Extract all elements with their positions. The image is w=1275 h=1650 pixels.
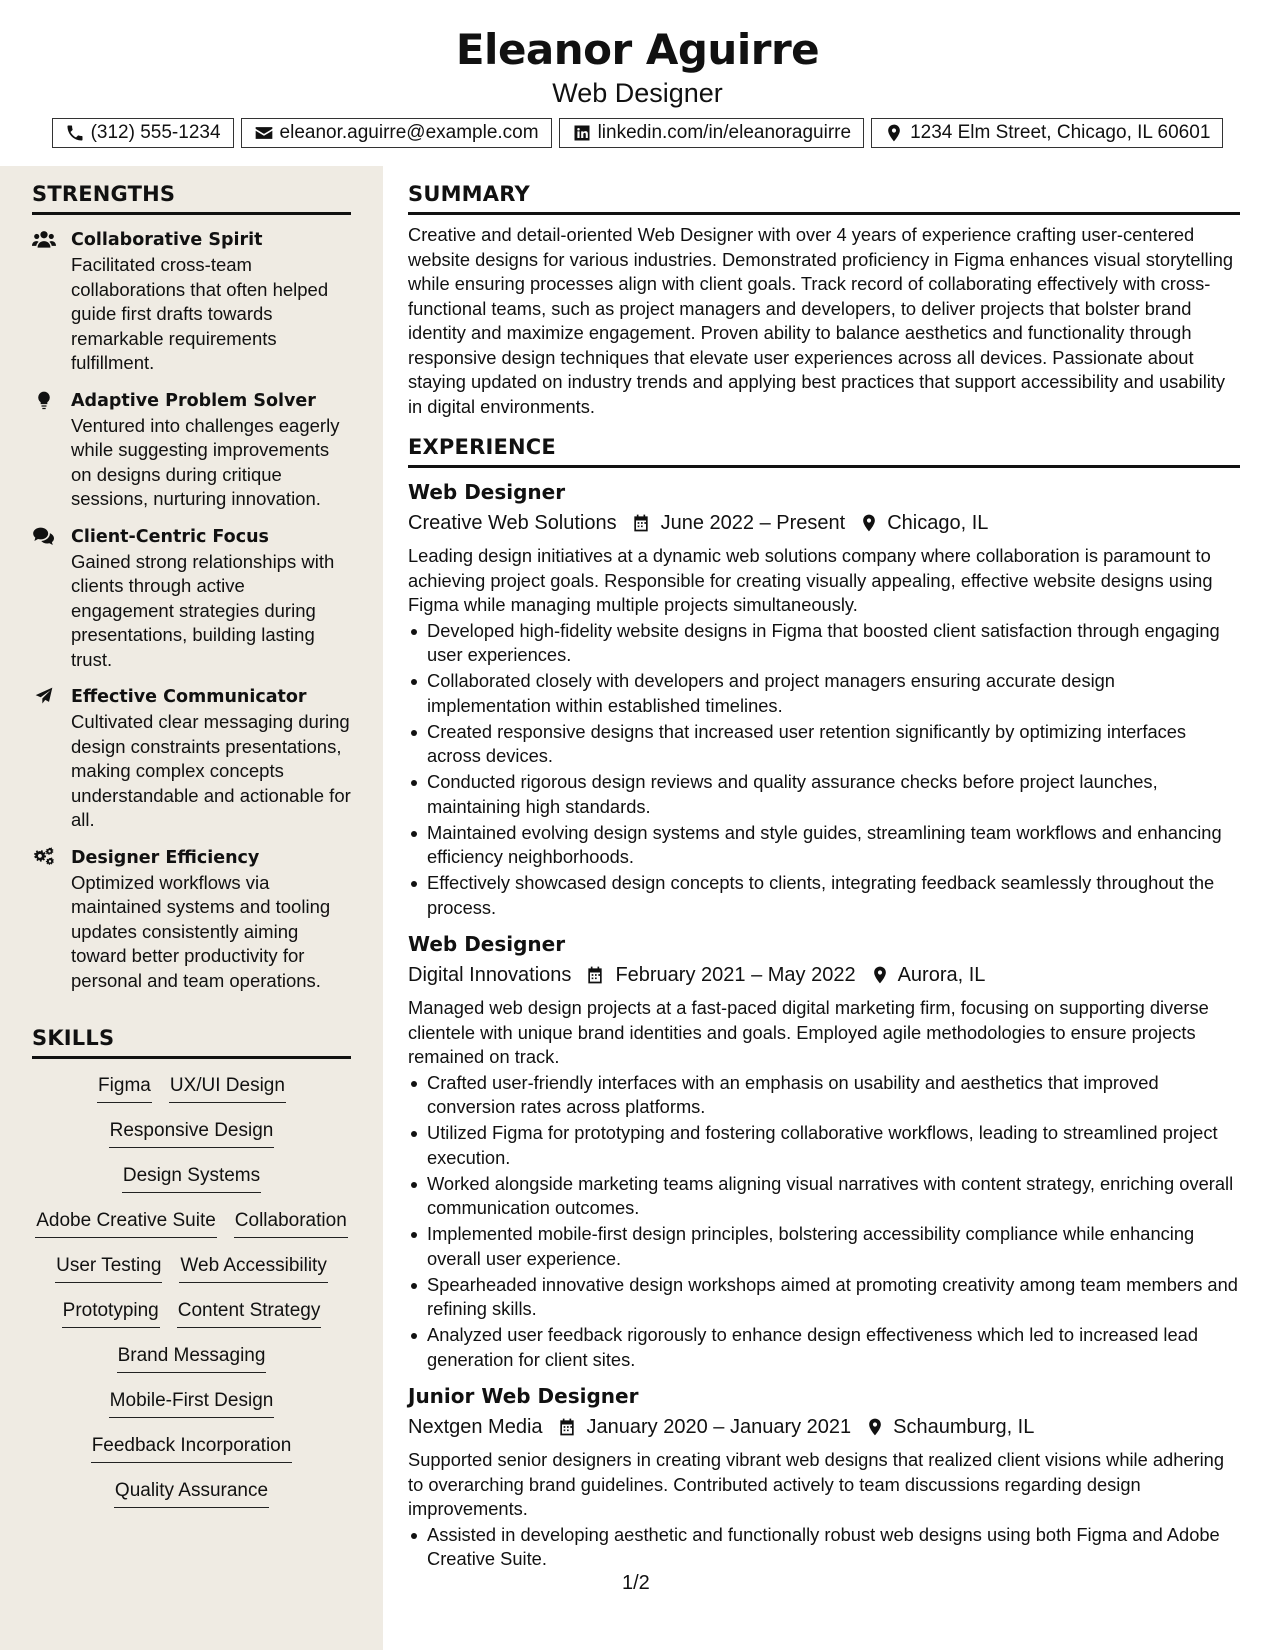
paper-plane-icon <box>32 686 56 706</box>
summary-text: Creative and detail-oriented Web Designer with over 4 years of experience crafting user-centered website designs for various industries. Demonstrated proficiency in Figma enhances visual storytelling while ensuring processes align with client goals. Track record of collaborating effectively with cross-functional teams, such as project managers and developers, to deliver projects that bolster brand identity and maximize engagement. Proven ability to balance aesthetics and functionality through responsive design techniques that elevate user experiences across all devices. Passionate about staying updated on industry trends and applying best practices that support accessibility and usability in digital environments. <box>408 224 1234 417</box>
strength-item <box>32 684 351 833</box>
map-marker-icon <box>865 1417 885 1437</box>
bullet-item: Utilized Figma for prototyping and fostering collaborative workflows, leading to streamlined project execution. <box>408 1121 1240 1170</box>
bullet-item: Created responsive designs that increased user retention significantly by optimizing interfaces across devices. <box>408 720 1240 769</box>
job-location: Chicago, IL <box>887 512 989 534</box>
job-dates: June 2022 – Present <box>660 512 846 534</box>
contact-phone-text: (312) 555-1234 <box>90 122 221 143</box>
skill-tag: Content Strategy <box>177 1298 322 1328</box>
job-dates: January 2020 – January 2021 <box>586 1416 852 1438</box>
sidebar <box>0 166 383 1650</box>
strength-desc: Ventured into challenges eagerly while suggesting improvements on designs during critique sessions, nurturing innovation. <box>71 414 340 509</box>
job-meta <box>408 1412 1240 1442</box>
skill-tag: Web Accessibility <box>179 1253 327 1283</box>
bullet-item: Developed high-fidelity website designs in Figma that boosted client satisfaction through engaging user experiences. <box>408 619 1240 668</box>
strength-title: Collaborative Spirit <box>71 230 263 250</box>
job-description: Leading design initiatives at a dynamic web solutions company where collaboration is paramount to achieving project goals. Responsible for creating visually appealing, effective website designs using Figma while managing multiple projects simultaneously. <box>408 545 1213 615</box>
job-location: Schaumburg, IL <box>893 1416 1035 1438</box>
bullet-item: Implemented mobile-first design principles, bolstering accessibility compliance while enhancing overall user experience. <box>408 1222 1240 1271</box>
skill-tag: Adobe Creative Suite <box>35 1208 217 1238</box>
contact-bar <box>0 118 1275 148</box>
skill-tag: Mobile-First Design <box>109 1388 275 1418</box>
skill-tag: Brand Messaging <box>117 1343 267 1373</box>
bullet-item: Maintained evolving design systems and style guides, streamlining team workflows and enhancing efficiency neighborhoods. <box>408 821 1240 870</box>
contact-linkedin[interactable] <box>559 118 864 148</box>
bullet-item: Conducted rigorous design reviews and quality assurance checks before project launches, maintaining high standards. <box>408 770 1240 819</box>
skill-row <box>32 1478 351 1523</box>
phone-icon <box>65 123 85 143</box>
bullet-item: Crafted user-friendly interfaces with an emphasis on usability and aesthetics that improved conversion rates across platforms. <box>408 1071 1240 1120</box>
bullet-item: Analyzed user feedback rigorously to enhance design effectiveness which led to increased lead generation for client sites. <box>408 1323 1240 1372</box>
calendar-icon <box>557 1417 577 1437</box>
skills-title: SKILLS <box>32 1026 351 1059</box>
skill-row <box>32 1253 351 1298</box>
strength-item <box>32 227 351 376</box>
users-icon <box>32 229 56 249</box>
skill-tag: UX/UI Design <box>169 1073 286 1103</box>
strength-desc: Optimized workflows via maintained systems and tooling updates consistently aiming toward better productivity for personal and team operations. <box>71 871 331 991</box>
job-title: Web Designer <box>408 480 566 504</box>
bullet-item: Assisted in developing aesthetic and functionally robust web designs using both Figma and Adobe Creative Suite. <box>408 1523 1240 1572</box>
job-dates: February 2021 – May 2022 <box>615 964 856 986</box>
job-description: Managed web design projects at a fast-paced digital marketing firm, focusing on supporting diverse clientele with unique brand identities and goals. Employed agile methodologies to ensure projects remained on track. <box>408 997 1209 1067</box>
strength-desc: Cultivated clear messaging during design constraints presentations, making complex concepts understandable and actionable for all. <box>71 711 351 830</box>
candidate-name: Eleanor Aguirre <box>455 25 820 74</box>
skill-row <box>32 1343 351 1388</box>
skill-tag: Feedback Incorporation <box>91 1433 293 1463</box>
contact-linkedin-text: linkedin.com/in/eleanoraguirre <box>597 122 852 143</box>
calendar-icon <box>631 513 651 533</box>
bullet-item: Effectively showcased design concepts to clients, integrating feedback seamlessly throughout the process. <box>408 871 1240 920</box>
bullet-item: Worked alongside marketing teams aligning visual narratives with content strategy, enriching overall communication outcomes. <box>408 1172 1240 1221</box>
contact-email-text: eleanor.aguirre@example.com <box>279 122 539 143</box>
job-title: Web Designer <box>408 932 566 956</box>
strengths-title: STRENGTHS <box>32 182 351 215</box>
skill-row <box>32 1163 351 1208</box>
experience-title: EXPERIENCE <box>408 435 1240 468</box>
map-marker-icon <box>859 513 879 533</box>
skill-row <box>32 1118 351 1163</box>
job-company: Nextgen Media <box>408 1416 543 1438</box>
strength-item <box>32 845 351 994</box>
strength-desc: Gained strong relationships with clients through active engagement strategies during presentations, building lasting trust. <box>71 550 335 670</box>
skill-tag: Prototyping <box>62 1298 160 1328</box>
strength-title: Client-Centric Focus <box>71 526 269 547</box>
lightbulb-icon <box>32 390 56 410</box>
skill-tag: Figma <box>97 1073 152 1103</box>
contact-address <box>871 118 1223 148</box>
resume-header <box>0 0 1275 166</box>
job-description: Supported senior designers in creating vibrant web designs that realized client visions while adhering to overarching brand guidelines. Contributed actively to team discussions regarding design improvements. <box>408 1449 1225 1519</box>
contact-email[interactable] <box>241 118 552 148</box>
job-entry <box>408 478 1240 920</box>
job-bullets <box>408 1523 1240 1572</box>
bullet-item: Collaborated closely with developers and project managers ensuring accurate design implementation within established timelines. <box>408 669 1240 718</box>
job-company: Digital Innovations <box>408 964 572 986</box>
job-title: Junior Web Designer <box>408 1384 639 1408</box>
skills-list <box>32 1073 351 1523</box>
linkedin-icon <box>572 123 592 143</box>
map-marker-icon <box>884 123 904 143</box>
strength-title: Designer Efficiency <box>71 847 260 868</box>
skill-row <box>32 1433 351 1478</box>
skill-row <box>32 1388 351 1433</box>
main-content <box>408 166 1240 1573</box>
strength-title: Effective Communicator <box>71 687 307 707</box>
bullet-item: Spearheaded innovative design workshops aimed at promoting creativity among team members and refining skills. <box>408 1273 1240 1322</box>
summary-section <box>408 182 1240 419</box>
comments-icon <box>32 526 56 546</box>
envelope-icon <box>254 123 274 143</box>
job-location: Aurora, IL <box>897 964 986 986</box>
job-meta <box>408 960 1240 990</box>
skill-row <box>32 1073 351 1118</box>
job-entry <box>408 930 1240 1372</box>
job-meta <box>408 508 1240 538</box>
skill-tag: Design Systems <box>122 1163 261 1193</box>
summary-title: SUMMARY <box>408 182 1240 215</box>
skill-tag: Quality Assurance <box>114 1478 269 1508</box>
skill-tag: Collaboration <box>234 1208 348 1238</box>
job-company: Creative Web Solutions <box>408 512 617 534</box>
strength-item <box>32 388 351 512</box>
job-entry <box>408 1382 1240 1572</box>
experience-section <box>408 435 1240 1572</box>
calendar-icon <box>585 965 605 985</box>
map-marker-icon <box>870 965 890 985</box>
cogs-icon <box>32 847 56 867</box>
candidate-title: Web Designer <box>552 78 723 108</box>
page-number: 1/2 <box>622 1572 650 1594</box>
skill-tag: Responsive Design <box>109 1118 275 1148</box>
strength-desc: Facilitated cross-team collaborations that often helped guide first drafts towards remarkable requirements fulfillment. <box>71 254 329 373</box>
strengths-section <box>32 182 351 993</box>
strength-title: Adaptive Problem Solver <box>71 390 316 411</box>
skills-section <box>32 1026 351 1523</box>
job-bullets <box>408 1071 1240 1373</box>
job-bullets <box>408 619 1240 921</box>
contact-phone[interactable] <box>52 118 234 148</box>
skill-row <box>32 1298 351 1343</box>
skill-row <box>32 1208 351 1253</box>
strength-item <box>32 524 351 673</box>
contact-address-text: 1234 Elm Street, Chicago, IL 60601 <box>910 122 1211 143</box>
skill-tag: User Testing <box>55 1253 162 1283</box>
